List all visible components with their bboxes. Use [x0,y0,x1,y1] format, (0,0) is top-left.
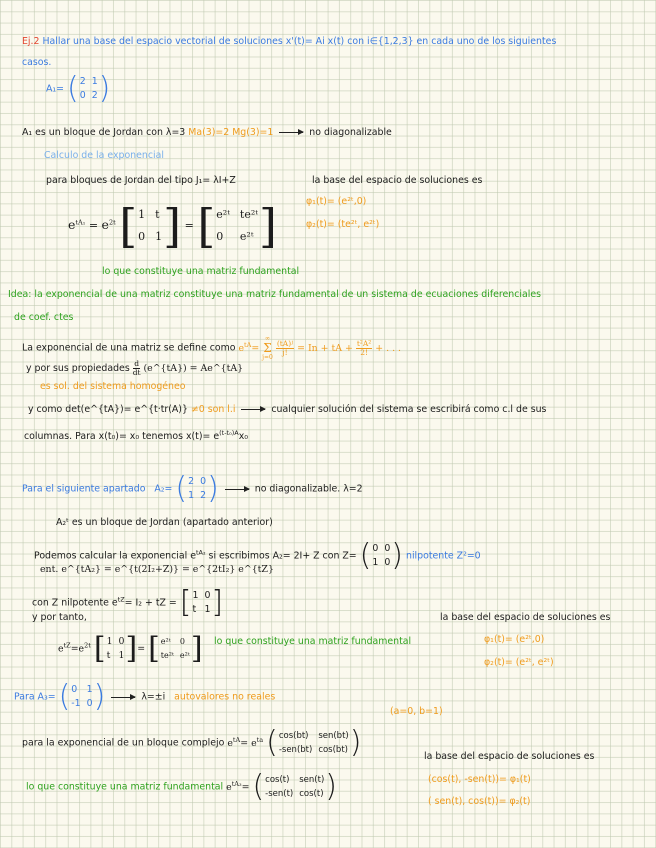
arrow-icon [225,489,249,490]
matrix-a1-entries: ( 2 1 0 2 ) [67,71,111,106]
matrix-a1-name: A₁= [46,83,65,95]
complex-line: para la exponencial de un bloque complejo $e^{tA}= e^{ta}$ ( cos(bt) sen(bt) -sen(bt) cos(bt) ) [22,725,362,760]
ab-values: (a=0, b=1) [390,706,443,717]
base-title-2: la base del espacio de soluciones es [440,612,611,623]
idea-line-cont: de coef. ctes [14,312,74,323]
det-line: y como det(e^{tA})= e^{t·tr(A)} ≠0 son l.i cualquier solución del sistema se escribirá como c.l de sus [28,404,547,415]
exp-series-formula: $e^{tA}=$ ∞ Σ j=0 $\frac{\text{(tA)ʲ}}{j!}$ = In + tA + $\frac{\text{t²A²}}{2!}$ + . . . [238,335,402,361]
sol-note: es sol. del sistema homogéneo [40,381,186,392]
exp-definition: La exponencial de una matriz se define como $e^{tA}=$ ∞ Σ j=0 $\frac{\text{(tA)ʲ}}{j!}$ = In + tA + $\frac{\text{t²A²}}{2!}$ + . . . [22,335,402,361]
matrix-a1 [46,71,111,106]
exp1-matrix-right: [ e²ᵗ te²ᵗ 0 e²ᵗ ] [197,199,277,253]
matrix-etz: [ 1 0 t 1 ] [179,585,224,620]
arrow-icon [241,409,265,410]
phi1-b: φ₁(t)= (e²ᵗ,0) [484,634,545,645]
exp1-matrix-left: [ 1 t 0 1 ] [119,199,182,253]
jordan-line-1: A₁ es un bloque de Jordan con λ=3 Ma(3)=2 Mg(3)=1 no diagonalizable [22,127,392,138]
phi2-c: ( sen(t), cos(t))= φ₂(t) [428,796,531,807]
phi2-a: φ₂(t)= (te²ᵗ, e²ᵗ) [306,219,380,230]
base-title-1: la base del espacio de soluciones es [312,175,483,186]
exercise-statement: Hallar una base del espacio vectorial de soluciones x'(t)= Ai x(t) con i∈{1,2,3} en cada uno de los siguientes [42,36,557,47]
exp2-matrix-right: [ e²ᵗ 0 te²ᵗ e²ᵗ ] [148,631,203,666]
phi1-c: (cos(t), -sen(t))= φ₁(t) [428,774,531,785]
znil-line: con Z nilpotente $e^{tZ}= I_2$ + tZ = [ 1 0 t 1 ] [32,585,224,620]
next-part-line: Para el siguiente apartado A₂= ( 2 0 1 2 ) no diagonalizable. λ=2 [22,471,363,506]
arrow-icon [279,132,303,133]
exp-equation-1: $e^{tA_1} = e^{2t}$ [ 1 t 0 1 ] = [ e²ᵗ te²ᵗ 0 e²ᵗ ] [68,199,277,253]
props-line: y por sus propiedades $\frac{d}{dt}$ (e^{tA}) = Ae^{tA} [26,359,244,377]
exercise-label: Ej.2 [22,36,40,47]
ypor-line: y por tanto, [32,612,87,623]
fund3-line: lo que constituye una matriz fundamental $e^{tA_3}=$ ( cos(t) sen(t) -sen(t) cos(t) ) [26,769,337,804]
columns-line: columnas. Para x(t₀)= x₀ tenemos $x(t)= e^{(t-t_0)A}x_0$ [24,429,248,443]
matrix-a3: ( 0 1 -1 0 ) [58,679,106,714]
calc-exp-note: Calculo de la exponencial [44,150,164,161]
a2t-line: A₂ᵗ es un bloque de Jordan (apartado anterior) [56,517,273,528]
phi1-a: φ₁(t)= (e²ᵗ,0) [306,196,367,207]
exercise-heading [22,36,556,48]
matrix-z: ( 0 0 1 0 ) [359,538,404,573]
base-title-3: la base del espacio de soluciones es [424,751,595,762]
a3-line: Para A₃= ( 0 1 -1 0 ) λ=±i autovalores no reales [14,679,276,714]
matrix-a2: ( 2 0 1 2 ) [175,471,219,506]
matrix-fund3: ( cos(t) sen(t) -sen(t) cos(t) ) [252,769,337,804]
phi2-b: φ₂(t)= (e²ᵗ, e²ᵗ) [484,657,554,668]
fundamental-note-2: lo que constituye una matriz fundamental [214,636,412,647]
idea-line: Idea: la exponencial de una matriz constituye una matriz fundamental de un sistema de ecuaciones diferenciales [8,289,542,300]
exercise-statement-cont: casos. [22,57,52,68]
exp-equation-2: $e^{tZ}=e^{2t}$ [ 1 0 t 1 ] = [ e²ᵗ 0 te²ᵗ e²ᵗ ] [58,631,203,666]
matrix-complex: ( cos(bt) sen(bt) -sen(bt) cos(bt) ) [266,725,362,760]
arrow-icon [111,697,135,698]
exp2-matrix-left: [ 1 0 t 1 ] [93,631,138,666]
calc2-line: Podemos calcular la exponencial $e^{tA_2}$ si escribimos A₂= 2I+ Z con Z= ( 0 0 1 0 ) nilpotente Z²=0 [34,538,481,573]
fundamental-note-1: lo que constituye una matriz fundamental [102,266,300,277]
ent-line: ent. e^{tA₂} = e^{t(2I₂+Z)} = e^{2tI₂} e^{tZ} [40,564,274,575]
jordan-form-line: para bloques de Jordan del tipo J₁= λI+Z [46,175,236,186]
